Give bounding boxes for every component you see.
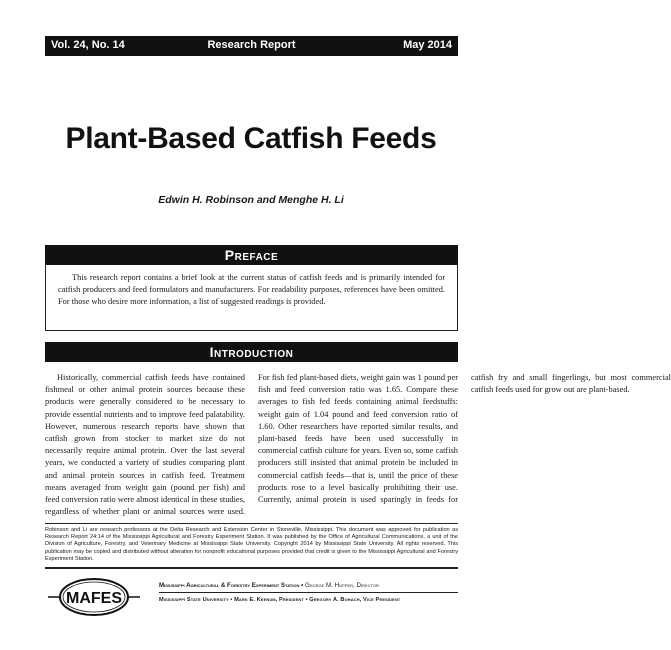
preface-heading-text: Preface [224,247,279,263]
station-name: Mississippi Agricultural & Forestry Experiment Station [159,582,300,589]
introduction-paragraph: Historically, commercial catfish feeds have contained fishmeal or other animal protein sources because these products were generally considered to be necessary to provide essential nutrients and to improve feed palatability. However, numerous research reports have shown that catfish grown from stocker to market size do not necessarily require animal protein. Over the last several years, we conducted a variety of studies comparing plant and animal protein sources in catfish feed. Treatment means averaged from weight gain (pound per fish) and feed conversion ratio were almost identical in these studies, regardless of whether plant or animal sources were used. For fish fed plant-based diets, weight gain was 1 pound per fish and feed conversion ratio was 1.65. Compare these averages to fish fed feeds containing animal feedstuffs: weight gain of 1.04 pound and feed conversion ratio of 1.60. Other researchers have reported similar results, and plant-based feeds have been used successfully in commercial catfish culture for years. Even so, some catfish producers still insisted that animal protein be included in commercial catfish feeds—that is, until the price of these products rose to a level basically prohibiting their use. Currently, animal protein is used sparingly in feeds for catfish fry and small fingerlings, but most commercial catfish feeds used for grow out are plant-based. [45,373,671,517]
preface-text: This research report contains a brief look at the current status of catfish feeds and is primarily intended for catfish producers and feed formulators and manufacturers. For readability purposes, references have been omitted. For those who desire more information, a list of suggested readings is provided. [45,265,458,331]
station-separator: • [301,582,304,589]
issue-header-bar [45,36,458,56]
station-line [159,582,379,589]
introduction-heading [45,342,458,362]
station-rule [159,592,458,593]
vice-president: Gregory A. Bohach, Vice President [309,597,401,603]
introduction-body [45,372,671,522]
footnote-divider [45,523,458,524]
introduction-heading-text: Introduction [209,344,294,360]
report-type: Research Report [207,39,296,51]
issue-date: May 2014 [403,39,452,51]
authors: Edwin H. Robinson and Menghe H. Li [158,194,344,206]
station-director: George M. Hopper, Director [305,582,379,589]
vice-separator: • [305,597,308,603]
university-name: Mississippi State University [159,597,229,603]
preface-heading [45,245,458,265]
university-president: Mark E. Keenum, President [234,597,304,603]
mafes-logo [46,576,142,618]
document-title: Plant-Based Catfish Feeds [65,122,437,155]
author-footnote: Robinson and Li are research professors at the Delta Research and Extension Center in Stoneville, Mississippi. This document was approved for publication as Research Report 24:14 of the Mississippi Agricultural and Forestry Experiment Station. It was published by the Office of Agricultural Communications, a unit of the Division of Agriculture, Forestry, and Veterinary Medicine at Mississippi State University. Copyright 2014 by Mississippi State University. All rights reserved. This publication may be copied and distributed without alteration for nonprofit educational purposes provided that credit is given to the Mississippi Agricultural and Forestry Experiment Station. [45,527,458,562]
university-line [159,597,400,603]
footer-divider [45,567,458,569]
volume-number: Vol. 24, No. 14 [51,39,125,51]
university-separator: • [230,597,233,603]
logo-text: MAFES [66,590,122,607]
